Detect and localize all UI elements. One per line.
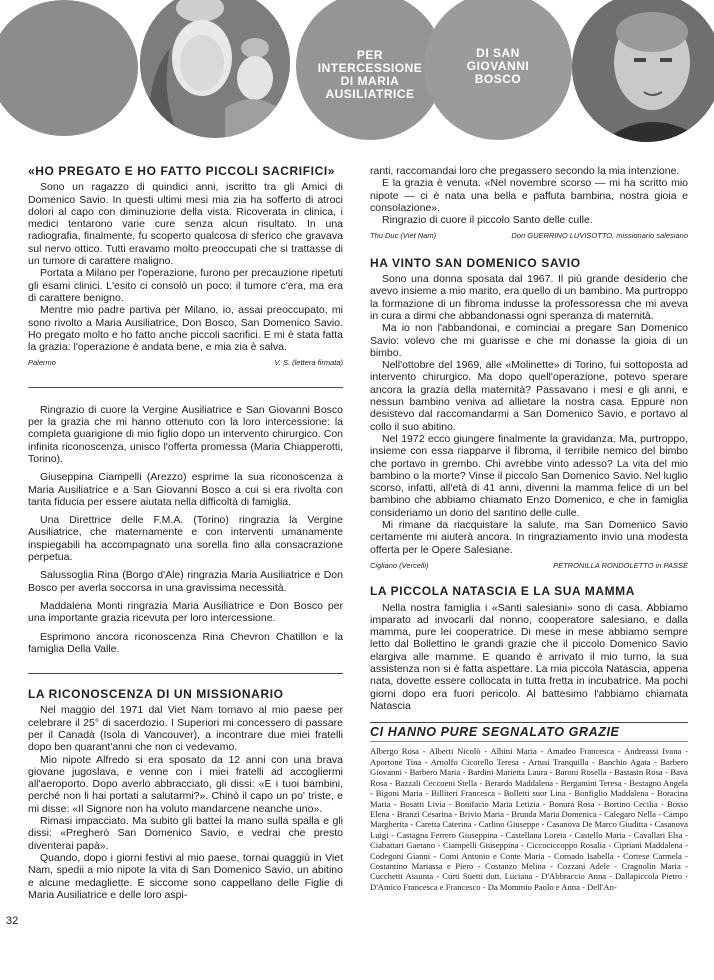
paragraph: Nel maggio del 1971 dal Viet Nam tornavo al mio paese per celebrare il 25° di sacerdozio. I Superiori mi concessero di passare per il Canadà (Isola di Vancouver), a incontrare due miei fratelli dopo ben quarant'anni che non ci vedevamo.	[28, 704, 343, 754]
madonna-child-illustration	[140, 0, 290, 138]
header-title-circle	[296, 0, 444, 140]
signature-author: PETRONILLA RONDOLETTO in PASSÈ	[553, 560, 688, 570]
article-missionario	[28, 688, 343, 901]
paragraph: Mio nipote Alfredo si era sposato da 12 anni con una brava giovane jugoslava, e venne con i miei fratelli ad accogliermi all'aeroporto. Dopo averlo abbracciato, gli dissi: «E i tuoi bambini, perché non li hai portati a salutarmi?». Chinò il capo un po' triste, e mi disse: «Il Signore non ha voluto mandarcene neanche uno».	[28, 753, 343, 815]
paragraph: Esprimono ancora riconoscenza Rina Chevron Chatillon e la famiglia Della Valle.	[28, 630, 343, 655]
don-bosco-illustration	[572, 0, 714, 142]
paragraph: Mentre mio padre partiva per Milano, io, assai preoccupato, mi sono rivolto a Maria Ausiliatrice, Don Bosco, San Domenico Savio. Ho pregato molto e ho fatto anche piccoli sacrifici. E mi è stata fatta la grazia: l'operazione è andata bene, e mia zia è salva.	[28, 304, 343, 354]
header-title-text: PER INTERCESSIONE DI MARIA AUSILIATRICE	[317, 48, 423, 101]
paragraph: Salussoglia Rina (Borgo d'Ale) ringrazia Maria Ausiliatrice e Don Bosco per averla soccorsa in una gravissima necessità.	[28, 569, 343, 594]
paragraph: Portata a Milano per l'operazione, furono per precauzione ripetuti gli esami clinici. L'esito ci consolò un poco: il tumore c'era, ma era di carattere benigno.	[28, 267, 343, 304]
header-subtitle-circle	[424, 0, 572, 140]
header-decor-circle-left	[0, 0, 138, 136]
paragraph: Sono un ragazzo di quindici anni, iscritto tra gli Amici di Domenico Savio. In questi ultimi mesi mia zia ha sofferto di atroci dolori al capo con diminuzione della vista. Ricoverata in clinica, i medici tentarono varie cure senza alcun risultato. In una radiografia, finalmente, fu scoperto qualcosa di sferico che gravava sul nervo ottico. Tutti eravamo molto preoccupati che si trattasse di un tumore di carattere maligno.	[28, 181, 343, 268]
paragraph: Giuseppina Ciampelli (Arezzo) esprime la sua riconoscenza a Maria Ausiliatrice e a San Giovanni Bosco a cui si era rivolta con tanta fiducia per essere aiutata nella difficoltà di famiglia.	[28, 471, 343, 508]
signature-place: Cigliano (Vercelli)	[370, 560, 429, 570]
paragraph: Nel 1972 ecco giungere finalmente la gravidanza. Ma, purtroppo, insieme con essa riapparve il fibroma, il terribile nemico del bimbo che portavo in grembo. Chi avrebbe vinto adesso? La vita del mio bambino o la morte? Vinse il piccolo San Domenico Savio. Nel luglio scorso, infatti, all'età di 41 anni, divenni la mamma felice di un bel bambino che abbiamo chiamato Enzo Domenico, e che in famiglia consideriamo un dono del santino delle culle.	[370, 432, 688, 519]
section-divider	[28, 673, 343, 674]
signature-author: Don GUERRINO LUVISOTTO, missionario salesiano	[511, 231, 688, 241]
article-title: «HO PREGATO E HO FATTO PICCOLI SACRIFICI»	[28, 164, 336, 178]
paragraph: Nella nostra famiglia i «Santi salesiani» sono di casa. Abbiamo imparato ad invocarli dal nonno, cooperatore salesiano, e dalla mamma, pure lei cooperatrice. Di mese in mese abbiamo sempre letto dal Bollettino le grandi grazie che il piccolo Domenico Savio elargiva alle mamme. E quando è arrivato il mio turno, la sua assistenza non si è fatta aspettare. La mia piccola Natascia, appena nata, dovette essere collocata in tutta fretta in incubatrice. Ma pochi giorni dopo era fuori pericolo. Al battesimo l'abbiamo chiamata Natascia	[370, 601, 688, 712]
article-title: LA PICCOLA NATASCIA E LA SUA MAMMA	[370, 584, 636, 599]
article-signature	[370, 560, 688, 572]
header-subtitle-text: DI SAN GIOVANNI BOSCO	[466, 45, 530, 86]
page-number: 32	[6, 915, 19, 927]
grazie-list-section	[370, 722, 688, 892]
article-sacrifici	[28, 165, 343, 370]
article-missionario-cont	[370, 165, 688, 243]
paragraph: Maddalena Monti ringrazia Maria Ausiliatrice e Don Bosco per una importante grazia ricevuta per loro intercessione.	[28, 599, 343, 625]
right-column	[370, 165, 688, 892]
paragraph: Rimasi impacciato. Ma subito gli battei la mano sulla spalla e gli dissi: «Pregherò San Domenico Savio, e vedrai che presto diventerai papà».	[28, 815, 343, 852]
signature-place: Thu Duc (Viet Nam)	[370, 231, 437, 241]
grazie-names-list: Albergo Rosa - Alberti Nicolò - Albini Maria - Amadeo Francesca - Andreassi Ivana - Aportone Tina - Arnolfo Cicorello Teresa - Artusi Tranquilla - Banchio Agata - Barbero Giovanni - Barbero Maria - Bardini Marietta Laura - Baroni Rosella - Bastasin Rosa - Bava Rosa - Bazzali Ceccoeni Stella - Berardo Maddalena - Bergamini Teresa - Bestagno Angela - Bigoni Maria - Billiteri Francesca - Bolletti suor Lina - Bonfiglio Maddalena - Boracina Maria - Bosatti Livia - Bonifacio Maria Letizia - Bonura Rosa - Bortino Cecilia - Bosso Elena - Branzi Cesarina - Brivio Maria - Brunda Maria Domenica - Calegaro Nella - Campo Margherita - Caretta Caterina - Carlino Giuseppe - Casanova De Marco Giuditta - Casanova Luigi - Castagna Ferrero Giuseppina - Castellana Loreta - Castello Maria - Cavallari Elsa - Ciabattari Gaetano - Ciampelli Giuseppina - Ciccociccoppo Rosalia - Cipriani Maddalena - Codegoni Gianni - Comi Antonio e Conte Maria - Cornado Isabella - Cortese Carmela - Costantino Mariassa e Piero - Costanzo Melina - Cozzani Adele - Cragnolin Maria - Cucchetti Assunta - Curti Suetti dott. Luciana - D'Abbraccio Anna - Dallapiccola Pietro - D'Amico Francesca e Francesco - Da Mommio Paolo e Anna - Dell'An-	[370, 746, 688, 892]
article-signature	[28, 357, 343, 369]
article-title: LA RICONOSCENZA DI UN MISSIONARIO	[28, 687, 284, 702]
section-divider	[28, 387, 343, 388]
paragraph: Quando, dopo i giorni festivi al mio paese, tornai quaggiù in Viet Nam, spedii a mio nipote la vita di San Domenico Savio, un abitino e alcune medagliette. E siccome sono cappellano delle Figlie di Maria Ausiliatrice e delle loro aspi-	[28, 851, 343, 901]
article-signature	[370, 230, 688, 242]
signature-author: V. S. (lettera firmata)	[274, 358, 343, 368]
don-bosco-portrait	[572, 0, 714, 142]
article-title: HA VINTO SAN DOMENICO SAVIO	[370, 255, 581, 270]
grazie-list-title: CI HANNO PURE SEGNALATO GRAZIE	[370, 722, 688, 742]
madonna-child-image	[140, 0, 290, 138]
paragraph: Ma io non l'abbandonai, e cominciai a pregare San Domenico Savio: volevo che mi guarisse e che mi donasse la gioia di un bimbo.	[370, 322, 688, 359]
paragraph: Ringrazio di cuore la Vergine Ausiliatrice e San Giovanni Bosco per la grazia che mi hanno ottenuto con la loro intercessione: la completa guarigione di mio figlio dopo un intervento chirurgico. Con infinita riconoscenza, unisco l'offerta promessa (Maria Chiapperotti, Torino).	[28, 403, 343, 465]
paragraph: Ringrazio di cuore il piccolo Santo delle culle.	[382, 214, 593, 227]
paragraph: Nell'ottobre del 1969, alle «Molinette» di Torino, fui sottoposta ad intervento chirurgico. Ma dopo quell'operazione, potevo sperare ancora la grazia della maternità? Passavano i mesi e gli anni, e nessun bambino veniva ad allietare la nostra casa. Eppure non desistevo dal raccomandarmi a San Domenico Savio, e portavo al collo il suo abitino.	[370, 359, 688, 433]
paragraph: Una Direttrice delle F.M.A. (Torino) ringrazia la Vergine Ausiliatrice, che maternamente e con interventi umanamente inspiegabili ha accompagnato una sorella fino alla consacrazione perpetua.	[28, 514, 343, 564]
paragraph: Mi rimane da riacquistare la salute, ma San Domenico Savio certamente mi aiuterà ancora. In ringraziamento invio una modesta offerta per le Opere Salesiane.	[370, 519, 688, 556]
signature-place: Palermo	[28, 358, 56, 368]
article-ringraziamenti	[28, 404, 343, 655]
paragraph: ranti, raccomandai loro che pregassero secondo la mia intenzione.	[370, 165, 680, 177]
paragraph: E la grazia è venuta. «Nel novembre scorso — mi ha scritto mio nipote — ci è nata una bella e paffuta bambina, nostra gioia e consolazione».	[370, 177, 688, 214]
article-natascia	[370, 585, 688, 712]
paragraph: Sono una donna sposata dal 1967. Il più grande desiderio che avevo insieme a mio marito, era quello di un bambino. Ma purtroppo la formazione di un fibroma indusse la professoressa che mi aveva in cura a dirmi che abbandonassi ogni speranza di maternità.	[370, 273, 688, 322]
left-column	[28, 165, 343, 901]
article-domenico-savio	[370, 257, 688, 572]
